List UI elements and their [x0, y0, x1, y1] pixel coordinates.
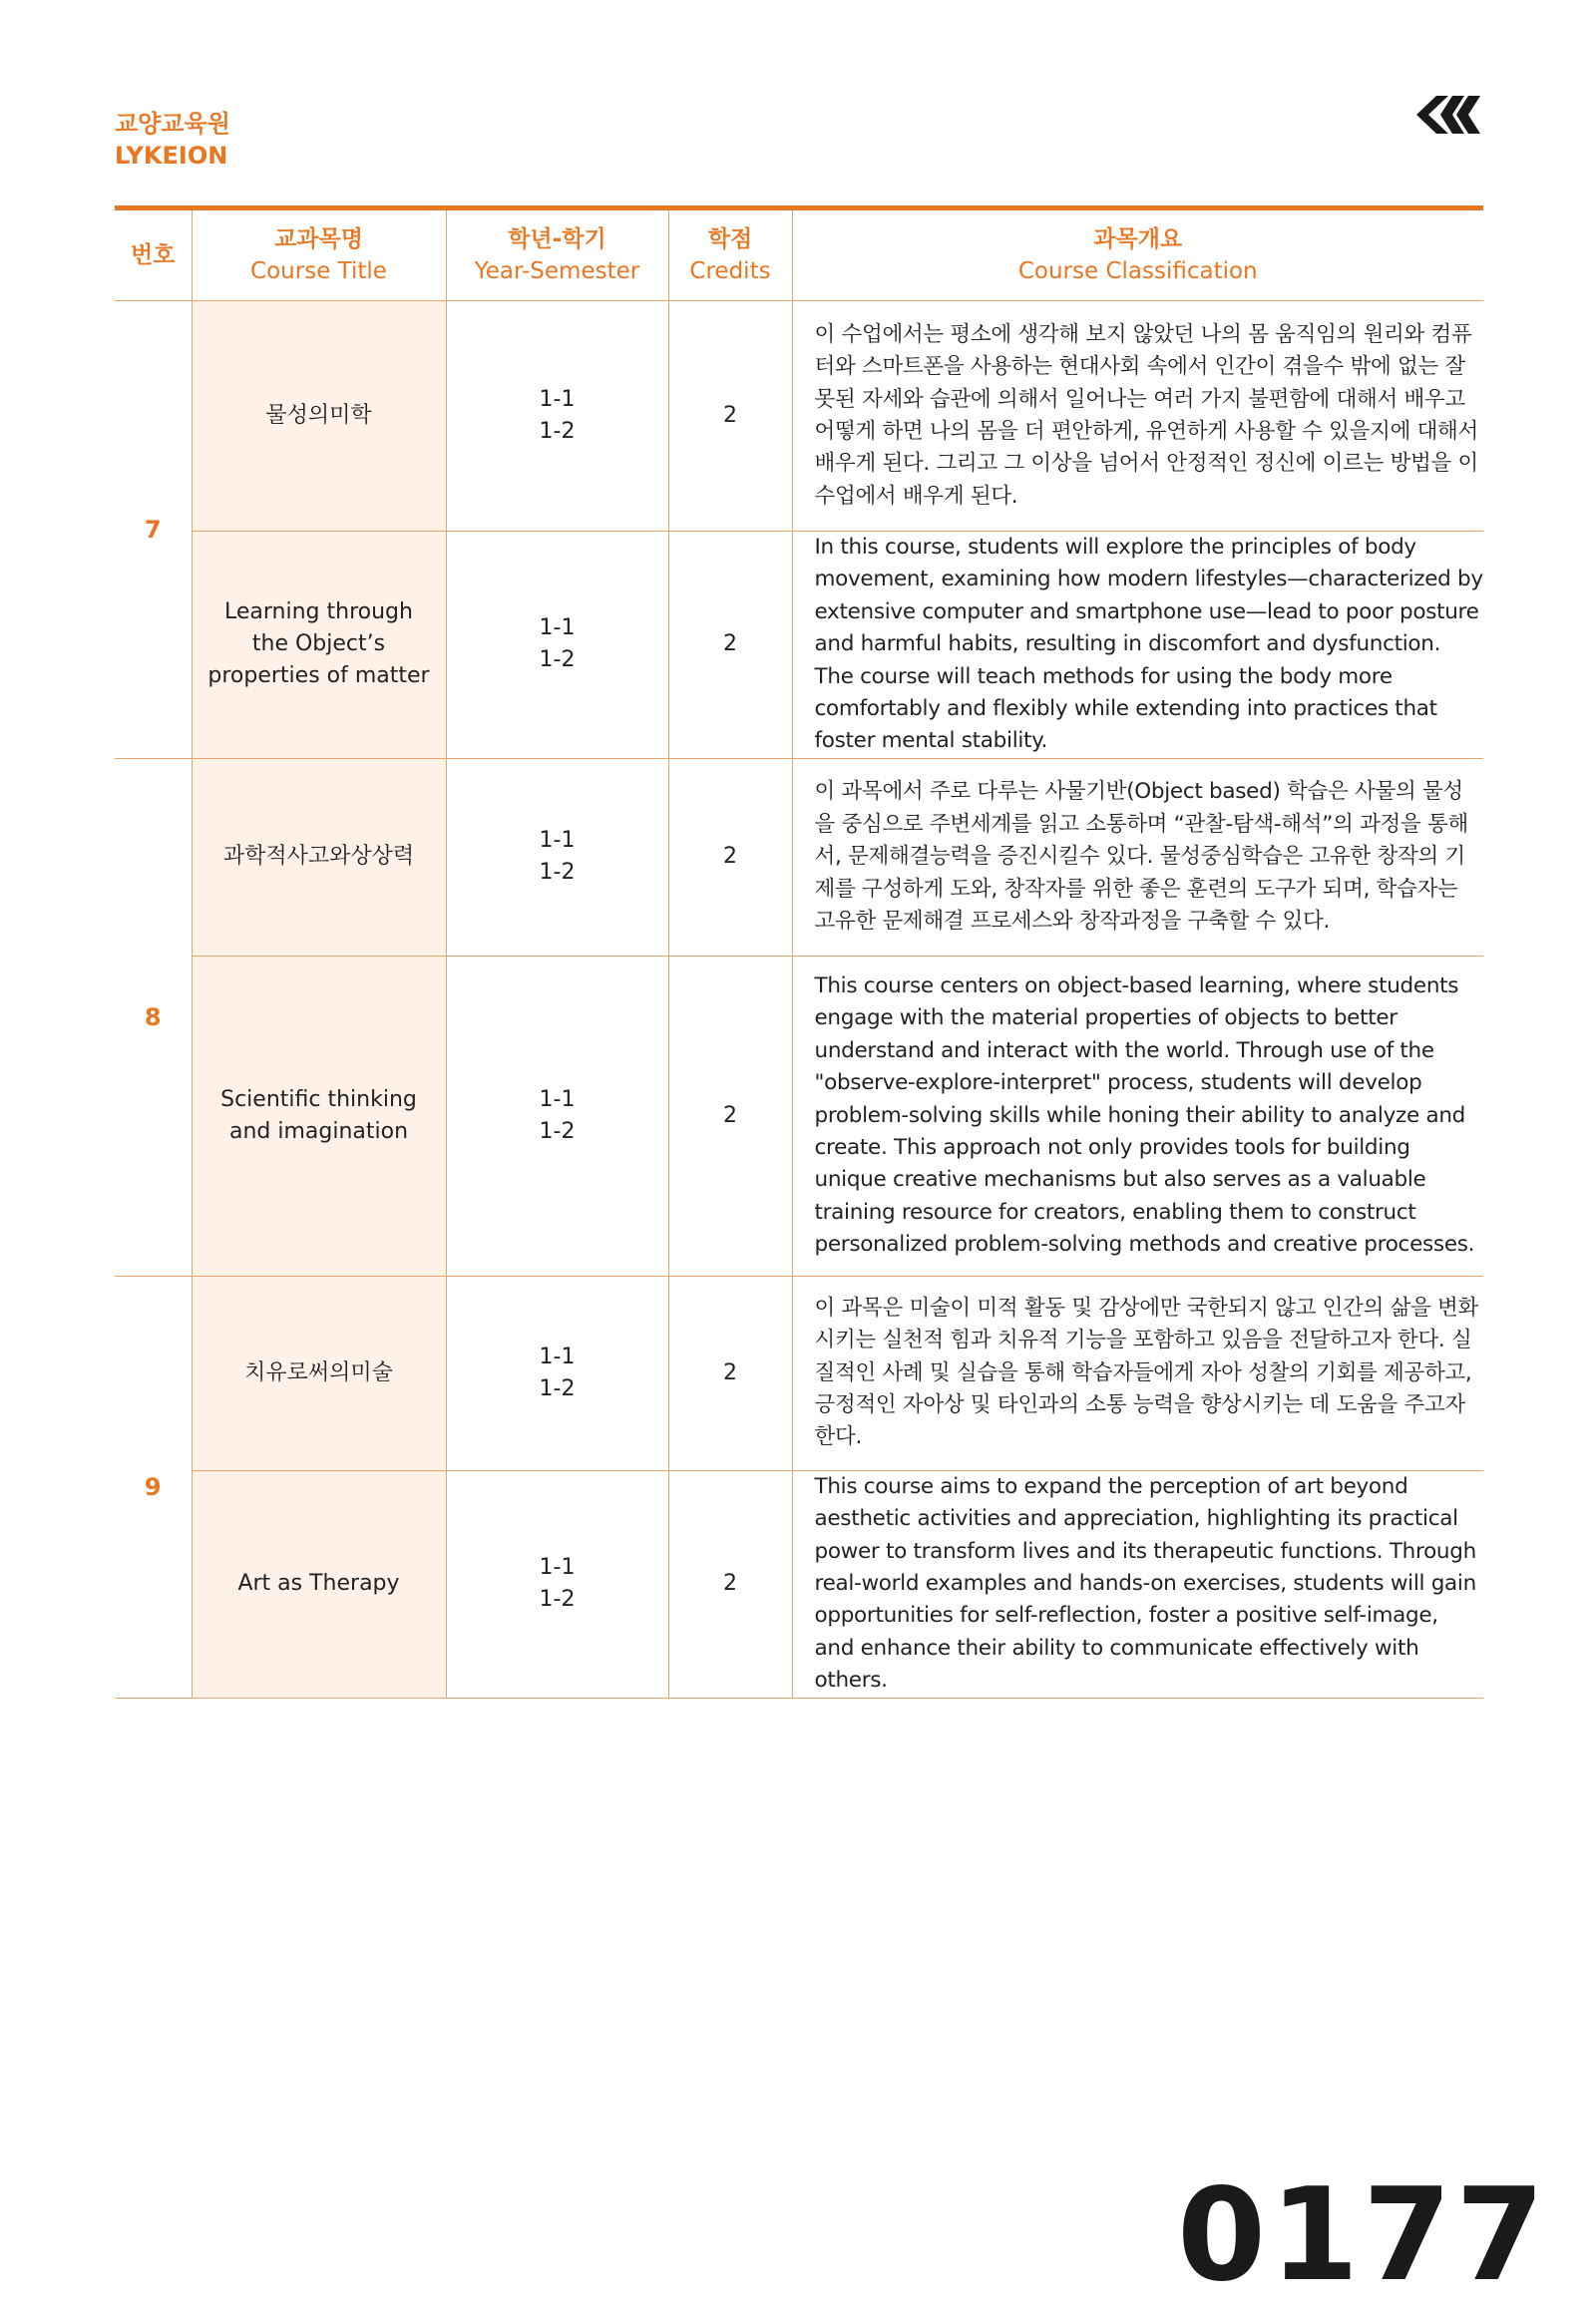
year-semester: 1-1 1-2 [446, 956, 668, 1276]
credits: 2 [668, 532, 792, 759]
course-title-en: Learning through the Object’s properties of matter [192, 532, 446, 759]
year-semester: 1-1 1-2 [446, 301, 668, 532]
year-semester: 1-1 1-2 [446, 758, 668, 956]
credits: 2 [668, 1276, 792, 1470]
table-row [115, 956, 1483, 1276]
credits: 2 [668, 301, 792, 532]
department-name-ko: 교양교육원 [115, 110, 230, 138]
course-description-en: In this course, students will explore the principles of body movement, examining how modern lifestyles—characterized by extensive computer and smartphone use—lead to poor posture and harmful habits, resulting in discomfort and dysfunction. The course will teach methods for using the body more comfortably and flexibly while extending into practices that foster mental stability. [792, 532, 1483, 759]
header-course-classification: 과목개요 Course Classification [792, 210, 1483, 301]
page-number: 0177 [1177, 2161, 1549, 2310]
course-description-en: This course aims to expand the perception of art beyond aesthetic activities and appreciation, highlighting its practical power to transform lives and its therapeutic functions. Through real-world examples and hands-on exercises, students will gain opportunities for self-reflection, foster a positive self-image, and enhance their ability to communicate effectively with others. [792, 1470, 1483, 1698]
course-table [115, 210, 1483, 1699]
course-number: 7 [115, 301, 192, 759]
credits: 2 [668, 1470, 792, 1698]
course-description-ko: 이 과목은 미술이 미적 활동 및 감상에만 국한되지 않고 인간의 삶을 변화시키는 실천적 힘과 치유적 기능을 포함하고 있음을 전달하고자 한다. 실질적인 사례 및 실습을 통해 학습자들에게 자아 성찰의 기회를 제공하고, 긍정적인 자아상 및 타인과의 소통 능력을 향상시키는 데 도움을 주고자 한다. [792, 1276, 1483, 1470]
table-header-row [115, 210, 1483, 301]
course-description-ko: 이 수업에서는 평소에 생각해 보지 않았던 나의 몸 움직임의 원리와 컴퓨터와 스마트폰을 사용하는 현대사회 속에서 인간이 겪을수 밖에 없는 잘못된 자세와 습관에 의해서 일어나는 여러 가지 불편함에 대해서 배우고 어떻게 하면 나의 몸을 더 편안하게, 유연하게 사용할 수 있을지에 대해서 배우게 된다. 그리고 그 이상을 넘어서 안정적인 정신에 이르는 방법을 이 수업에서 배우게 된다. [792, 301, 1483, 532]
table-row [115, 301, 1483, 532]
course-number: 9 [115, 1276, 192, 1698]
course-title-en: Scientific thinking and imagination [192, 956, 446, 1276]
table-row [115, 758, 1483, 956]
header-number: 번호 [115, 210, 192, 301]
course-description-ko: 이 과목에서 주로 다루는 사물기반(Object based) 학습은 사물의 물성을 중심으로 주변세계를 읽고 소통하며 “관찰-탐색-해석”의 과정을 통해서, 문제해결능력을 증진시킬수 있다. 물성중심학습은 고유한 창작의 기제를 구성하게 도와, 창작자를 위한 좋은 훈련의 도구가 되며, 학습자는 고유한 문제해결 프로세스와 창작과정을 구축할 수 있다. [792, 758, 1483, 956]
year-semester: 1-1 1-2 [446, 1276, 668, 1470]
table-row [115, 1276, 1483, 1470]
header-course-title: 교과목명 Course Title [192, 210, 446, 301]
course-title-ko: 물성의미학 [192, 301, 446, 532]
department-name-en: LYKEION [115, 142, 228, 170]
course-title-ko: 과학적사고와상상력 [192, 758, 446, 956]
credits: 2 [668, 956, 792, 1276]
course-number: 8 [115, 758, 192, 1276]
course-title-en: Art as Therapy [192, 1470, 446, 1698]
year-semester: 1-1 1-2 [446, 532, 668, 759]
table-row [115, 1470, 1483, 1698]
department-header [115, 108, 230, 172]
header-year-semester: 학년-학기 Year-Semester [446, 210, 668, 301]
header-credits: 학점 Credits [668, 210, 792, 301]
ck-logo-icon [1406, 90, 1486, 140]
credits: 2 [668, 758, 792, 956]
course-title-ko: 치유로써의미술 [192, 1276, 446, 1470]
year-semester: 1-1 1-2 [446, 1470, 668, 1698]
table-row [115, 532, 1483, 759]
course-description-en: This course centers on object-based learning, where students engage with the material properties of objects to better understand and interact with the world. Through use of the "observe-explore-interpret" process, students will develop problem-solving skills while honing their ability to analyze and create. This approach not only provides tools for building unique creative mechanisms but also serves as a valuable training resource for creators, enabling them to construct personalized problem-solving methods and creative processes. [792, 956, 1483, 1276]
